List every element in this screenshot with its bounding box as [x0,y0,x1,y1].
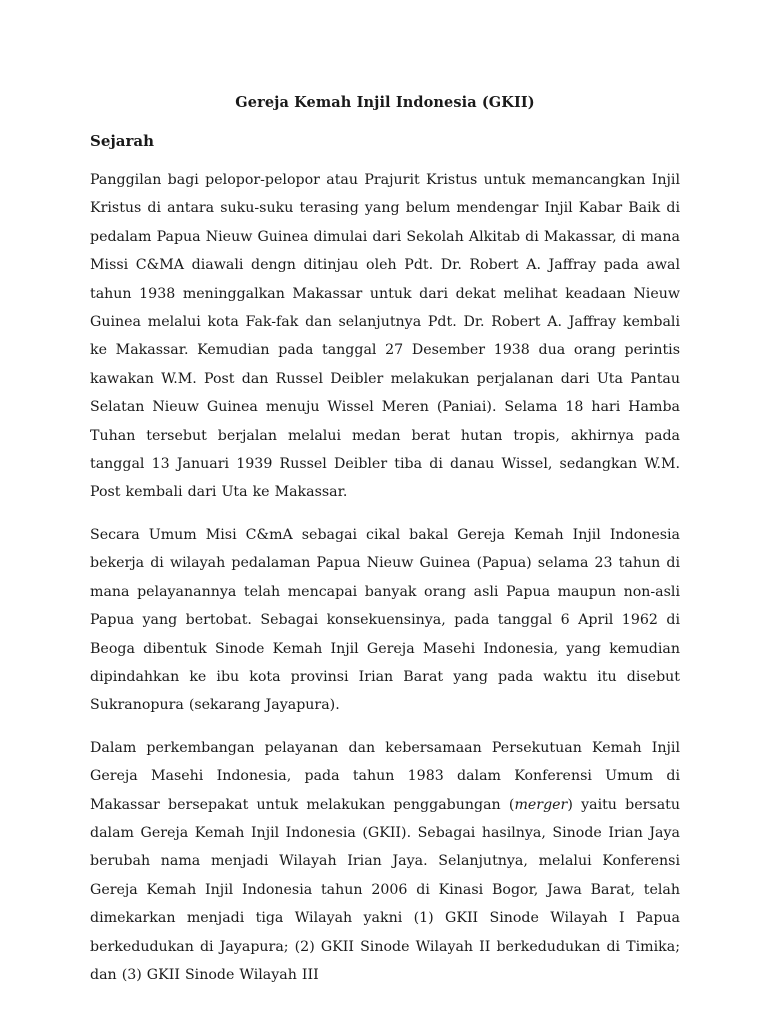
paragraph-1 [90,166,680,507]
paragraph-2-text: Secara Umum Misi C&mA sebagai cikal bakal Gereja Kemah Injil Indonesia bekerja di wilayah pedalaman Papua Nieuw Guinea (Papua) selama 23 tahun di mana pelayanannya telah mencapai banyak orang asli Papua maupun non-asli Papua yang bertobat. Sebagai konsekuensinya, pada tanggal 6 April 1962 di Beoga dibentuk Sinode Kemah Injil Gereja Masehi Indonesia, yang kemudian dipindahkan ke ibu kota provinsi Irian Barat yang pada waktu itu disebut Sukranopura (sekarang Jayapura). [90,526,680,714]
paragraph-1-text: Panggilan bagi pelopor-pelopor atau Prajurit Kristus untuk memancangkan Injil Kristus di antara suku-suku terasing yang belum mendengar Injil Kabar Baik di pedalam Papua Nieuw Guinea dimulai dari Sekolah Alkitab di Makassar, di mana Missi C&MA diawali dengn ditinjau oleh Pdt. Dr. Robert A. Jaffray pada awal tahun 1938 meninggalkan Makassar untuk dari dekat melihat keadaan Nieuw Guinea melalui kota Fak-fak dan selanjutnya Pdt. Dr. Robert A. Jaffray kembali ke Makassar. Kemudian pada tanggal 27 Desember 1938 dua orang perintis kawakan W.M. Post dan Russel Deibler melakukan perjalanan dari Uta Pantau Selatan Nieuw Guinea menuju Wissel Meren (Paniai). Selama 18 hari Hamba Tuhan tersebut berjalan melalui medan berat hutan tropis, akhirnya pada tanggal 13 Januari 1939 Russel Deibler tiba di danau Wissel, sedangkan W.M. Post kembali dari Uta ke Makassar. [90,172,680,501]
paragraph-2 [90,521,680,720]
paragraph-3-text-after: ) yaitu bersatu dalam Gereja Kemah Injil Indonesia (GKII). Sebagai hasilnya, Sinode Irian Jaya berubah nama menjadi Wilayah Irian Jaya. Selanjutnya, melalui Konferensi Gereja Kemah Injil Indonesia tahun 2006 di Kinasi Bogor, Jawa Barat, telah dimekarkan menjadi tiga Wilayah yakni (1) GKII Sinode Wilayah I Papua berkedudukan di Jayapura; (2) GKII Sinode Wilayah II berkedudukan di Timika; dan (3) GKII Sinode Wilayah III [90,796,680,983]
document-page [90,88,680,1003]
paragraph-3-text-before: Dalam perkembangan pelayanan dan kebersamaan Persekutuan Kemah Injil Gereja Masehi Indonesia, pada tahun 1983 dalam Konferensi Umum di Makassar bersepakat untuk melakukan penggabungan ( [90,739,680,813]
section-heading: Sejarah [90,132,155,150]
merger-term: merger [514,796,568,813]
document-title: Gereja Kemah Injil Indonesia (GKII) [235,94,535,111]
paragraph-3 [90,734,680,990]
